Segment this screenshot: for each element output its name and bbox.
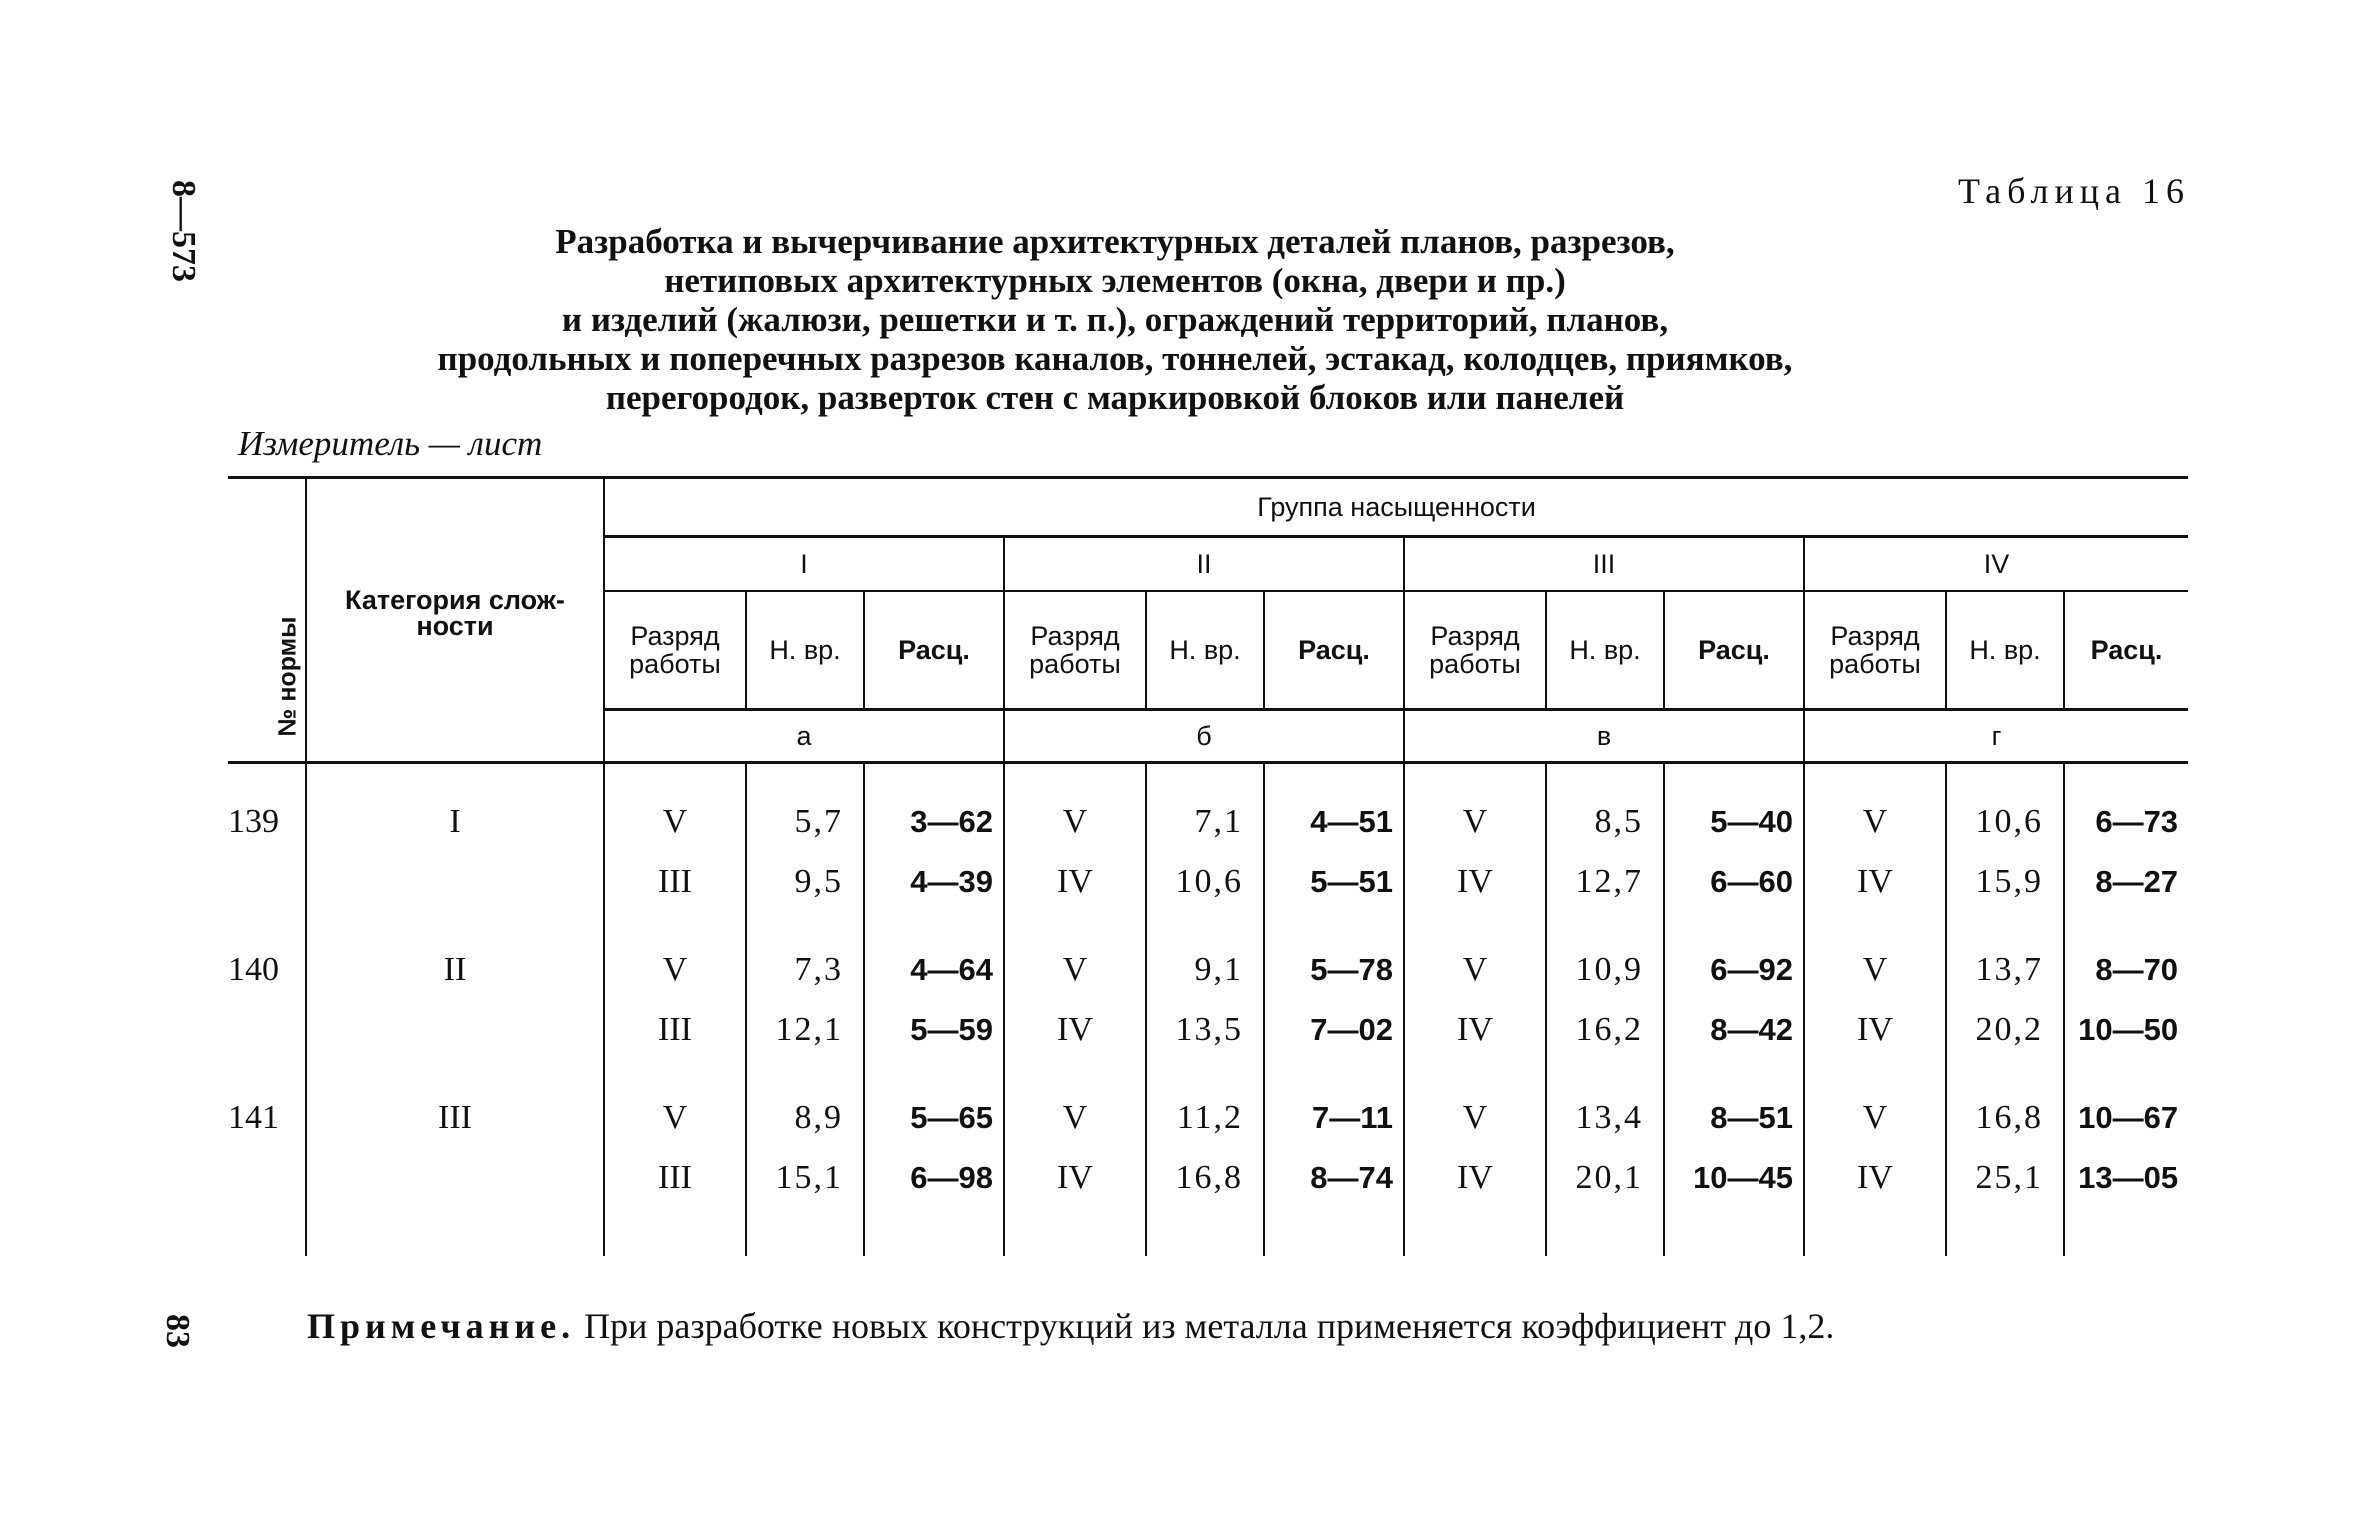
rate-cell: 7—11 [1264, 1088, 1404, 1148]
rate-header: Расц. [2064, 591, 2188, 710]
table-row [228, 1088, 2188, 1148]
norm-time-cell: 25,1 [1946, 1148, 2064, 1208]
category-cell [306, 852, 604, 912]
gap-cell [306, 763, 604, 793]
title-line: и изделий (жалюзи, решетки и т. п.), ограждений территорий, планов, [561, 300, 1669, 339]
norm-time-cell: 20,2 [1946, 1000, 2064, 1060]
norm-time-cell: 8,5 [1546, 792, 1664, 852]
rate-cell: 4—39 [864, 852, 1004, 912]
gap-cell [1664, 763, 1804, 793]
tail-cell [1404, 1208, 1546, 1256]
gap-cell [1946, 912, 2064, 940]
norm-time-cell: 15,1 [746, 1148, 864, 1208]
razryad-cell: IV [1804, 852, 1946, 912]
norm-time-cell: 13,7 [1946, 940, 2064, 1000]
tail-cell [2064, 1208, 2188, 1256]
razryad-header: Разряд работы [1804, 591, 1946, 710]
title-line: перегородок, разверток стен с маркировкой блоков или панелей [605, 378, 1625, 417]
title-line: Разработка и вычерчивание архитектурных деталей планов, разрезов, [555, 222, 1675, 261]
footnote [307, 1305, 1834, 1347]
gap-cell [1404, 1060, 1546, 1088]
razryad-cell: V [604, 940, 746, 1000]
tail-cell [1264, 1208, 1404, 1256]
rate-cell: 7—02 [1264, 1000, 1404, 1060]
rate-cell: 5—65 [864, 1088, 1004, 1148]
title-line: нетиповых архитектурных элементов (окна, двери и пр.) [664, 261, 1566, 300]
tail-cell [1546, 1208, 1664, 1256]
gap-cell [228, 1060, 306, 1088]
razryad-cell: V [1404, 1088, 1546, 1148]
norm-time-cell: 13,5 [1146, 1000, 1264, 1060]
rate-cell: 13—05 [2064, 1148, 2188, 1208]
rate-cell: 5—59 [864, 1000, 1004, 1060]
norm-time-cell: 16,2 [1546, 1000, 1664, 1060]
gap-cell [864, 763, 1004, 793]
group-letter: г [1804, 710, 2188, 763]
norm-time-cell: 16,8 [1146, 1148, 1264, 1208]
tail-cell [228, 1208, 306, 1256]
gap-cell [228, 912, 306, 940]
group-roman: IV [1804, 537, 2188, 592]
category-cell: I [306, 792, 604, 852]
gap-cell [1146, 912, 1264, 940]
table-row [228, 1148, 2188, 1208]
gap-cell [1804, 1060, 1946, 1088]
norm-time-header: Н. вр. [746, 591, 864, 710]
rate-header: Расц. [1264, 591, 1404, 710]
gap-cell [1264, 912, 1404, 940]
gap-cell [1804, 763, 1946, 793]
norm-time-cell: 13,4 [1546, 1088, 1664, 1148]
group-letter: а [604, 710, 1004, 763]
gap-cell [746, 1060, 864, 1088]
razryad-header: Разряд работы [1404, 591, 1546, 710]
table-label: Таблица 16 [1958, 171, 2190, 211]
razryad-cell: V [1004, 792, 1146, 852]
gap-cell [2064, 763, 2188, 793]
razryad-cell: V [1004, 1088, 1146, 1148]
razryad-cell: V [1804, 940, 1946, 1000]
razryad-cell: V [1804, 792, 1946, 852]
rate-cell: 6—60 [1664, 852, 1804, 912]
side-code: 8—573 [165, 180, 202, 282]
norm-time-cell: 11,2 [1146, 1088, 1264, 1148]
table-row [228, 792, 2188, 852]
gap-cell [1404, 763, 1546, 793]
tail-cell [604, 1208, 746, 1256]
norm-time-cell: 12,7 [1546, 852, 1664, 912]
norm-time-cell: 9,5 [746, 852, 864, 912]
gap-cell [1146, 1060, 1264, 1088]
gap-cell [1546, 1060, 1664, 1088]
group-letter: в [1404, 710, 1804, 763]
gap-cell [1946, 1060, 2064, 1088]
table-row [228, 940, 2188, 1000]
razryad-cell: V [604, 792, 746, 852]
rate-cell: 8—42 [1664, 1000, 1804, 1060]
measure-unit: Измеритель — лист [238, 424, 543, 463]
gap-cell [306, 912, 604, 940]
tail-cell [1804, 1208, 1946, 1256]
category-cell: III [306, 1088, 604, 1148]
norm-time-cell: 15,9 [1946, 852, 2064, 912]
norm-time-header: Н. вр. [1146, 591, 1264, 710]
category-header: Категория слож-ности [306, 478, 604, 763]
group-roman: I [604, 537, 1004, 592]
gap-cell [604, 1060, 746, 1088]
gap-cell [604, 763, 746, 793]
razryad-cell: III [604, 1000, 746, 1060]
razryad-cell: IV [1404, 852, 1546, 912]
category-cell [306, 1148, 604, 1208]
rate-cell: 5—51 [1264, 852, 1404, 912]
norms-table [228, 476, 2188, 1256]
gap-cell [1546, 763, 1664, 793]
gap-cell [1004, 1060, 1146, 1088]
row-gap [228, 763, 2188, 793]
gap-cell [1664, 1060, 1804, 1088]
gap-cell [1404, 912, 1546, 940]
razryad-cell: IV [1404, 1000, 1546, 1060]
norm-time-cell: 20,1 [1546, 1148, 1664, 1208]
gap-cell [1546, 912, 1664, 940]
gap-cell [1004, 763, 1146, 793]
rate-cell: 5—40 [1664, 792, 1804, 852]
razryad-cell: V [1404, 792, 1546, 852]
razryad-cell: IV [1004, 1148, 1146, 1208]
rate-cell: 8—74 [1264, 1148, 1404, 1208]
rate-cell: 4—64 [864, 940, 1004, 1000]
norm-time-cell: 10,6 [1946, 792, 2064, 852]
gap-cell [2064, 1060, 2188, 1088]
gap-cell [1264, 763, 1404, 793]
note-text: При разработке новых конструкций из металла применяется коэффициент до 1,2. [575, 1306, 1835, 1346]
rate-cell: 10—50 [2064, 1000, 2188, 1060]
tail-cell [1146, 1208, 1264, 1256]
rate-cell: 10—67 [2064, 1088, 2188, 1148]
norm-time-cell: 7,3 [746, 940, 864, 1000]
gap-cell [1004, 912, 1146, 940]
norm-time-header: Н. вр. [1546, 591, 1664, 710]
norm-time-cell: 5,7 [746, 792, 864, 852]
tail-cell [746, 1208, 864, 1256]
group-roman: III [1404, 537, 1804, 592]
razryad-cell: V [1804, 1088, 1946, 1148]
norm-time-cell: 10,6 [1146, 852, 1264, 912]
gap-cell [864, 1060, 1004, 1088]
razryad-cell: IV [1004, 852, 1146, 912]
norm-time-cell: 7,1 [1146, 792, 1264, 852]
gap-cell [306, 1060, 604, 1088]
tail-cell [306, 1208, 604, 1256]
row-gap [228, 912, 2188, 940]
razryad-header: Разряд работы [604, 591, 746, 710]
razryad-cell: IV [1804, 1148, 1946, 1208]
tail-cell [864, 1208, 1004, 1256]
gap-cell [1946, 763, 2064, 793]
rate-cell: 4—51 [1264, 792, 1404, 852]
razryad-cell: IV [1404, 1148, 1546, 1208]
gap-cell [1264, 1060, 1404, 1088]
razryad-header: Разряд работы [1004, 591, 1146, 710]
rate-cell: 10—45 [1664, 1148, 1804, 1208]
tail-cell [1004, 1208, 1146, 1256]
title-line: продольных и поперечных разрезов каналов, тоннелей, эстакад, колодцев, приямков, [437, 339, 1793, 378]
gap-cell [746, 763, 864, 793]
rate-cell: 3—62 [864, 792, 1004, 852]
gap-cell [228, 763, 306, 793]
razryad-cell: III [604, 1148, 746, 1208]
gap-cell [1664, 912, 1804, 940]
norm-number-cell [228, 852, 306, 912]
rate-cell: 6—92 [1664, 940, 1804, 1000]
norm-time-header: Н. вр. [1946, 591, 2064, 710]
rate-cell: 5—78 [1264, 940, 1404, 1000]
group-roman: II [1004, 537, 1404, 592]
row-gap [228, 1060, 2188, 1088]
gap-cell [1804, 912, 1946, 940]
rate-cell: 8—70 [2064, 940, 2188, 1000]
norm-number-cell: 139 [228, 803, 279, 840]
tail-cell [1664, 1208, 1804, 1256]
norm-time-cell: 16,8 [1946, 1088, 2064, 1148]
category-cell [306, 1000, 604, 1060]
rate-cell: 6—73 [2064, 792, 2188, 852]
norm-number-cell [228, 1000, 306, 1060]
table-row [228, 1000, 2188, 1060]
gap-cell [1146, 763, 1264, 793]
gap-cell [2064, 912, 2188, 940]
norm-number-header: № нормы [228, 478, 306, 763]
norm-number-cell: 141 [228, 1099, 279, 1136]
razryad-cell: V [1404, 940, 1546, 1000]
rate-cell: 8—27 [2064, 852, 2188, 912]
norm-number-cell [228, 1148, 306, 1208]
razryad-cell: V [1004, 940, 1146, 1000]
note-label: Примечание. [307, 1306, 576, 1346]
rate-cell: 8—51 [1664, 1088, 1804, 1148]
norm-number-cell: 140 [228, 951, 279, 988]
gap-cell [746, 912, 864, 940]
razryad-cell: III [604, 852, 746, 912]
group-letter: б [1004, 710, 1404, 763]
norm-time-cell: 9,1 [1146, 940, 1264, 1000]
group-header: Группа насыщенности [604, 478, 2188, 537]
razryad-cell: V [604, 1088, 746, 1148]
razryad-cell: IV [1804, 1000, 1946, 1060]
category-cell: II [306, 940, 604, 1000]
gap-cell [864, 912, 1004, 940]
row-tail [228, 1208, 2188, 1256]
rate-header: Расц. [864, 591, 1004, 710]
norm-time-cell: 8,9 [746, 1088, 864, 1148]
page-number: 83 [159, 1314, 196, 1348]
tail-cell [1946, 1208, 2064, 1256]
norm-time-cell: 10,9 [1546, 940, 1664, 1000]
norm-time-cell: 12,1 [746, 1000, 864, 1060]
table-title [300, 222, 1930, 417]
rate-header: Расц. [1664, 591, 1804, 710]
razryad-cell: IV [1004, 1000, 1146, 1060]
rate-cell: 6—98 [864, 1148, 1004, 1208]
table-row [228, 852, 2188, 912]
gap-cell [604, 912, 746, 940]
table-body [228, 763, 2188, 1257]
